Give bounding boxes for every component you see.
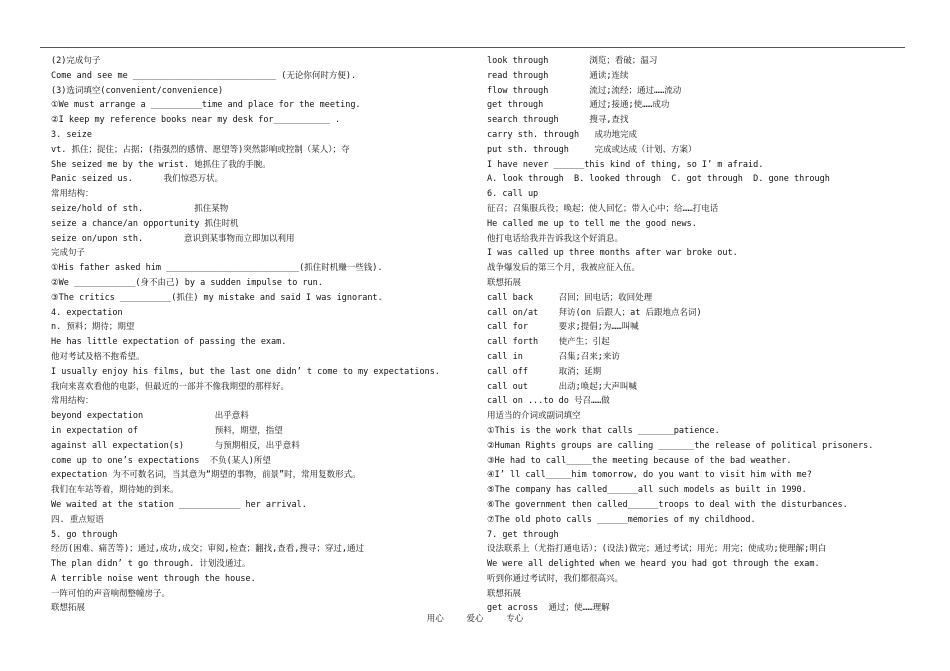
text-line: call on/at 拜访(on 后跟人；at 后跟地点名词) xyxy=(487,307,702,318)
text-line: against all expectation(s) 与预期相反，出乎意料 xyxy=(51,440,300,451)
text-line: ①This is the work that calls _______patience. xyxy=(487,425,720,436)
text-line: ⑤The company has called______all such models as built in 1990. xyxy=(487,485,807,496)
text-line: 设法联系上（尤指打通电话）；(设法)做完；通过考试；用光；用完；使成功;使理解;明白 xyxy=(487,544,827,555)
text-line: He has little expectation of passing the exam. xyxy=(51,337,287,348)
text-line: Come and see me ____________________________ (无论你何时方便). xyxy=(51,70,357,81)
text-line: ④I’ ll call_____him tomorrow, do you want to visit him with me? xyxy=(487,470,812,481)
text-line: ①We must arrange a __________time and place for the meeting. xyxy=(51,100,361,111)
text-line: get across 通过；使……理解 xyxy=(487,603,610,614)
text-line: call back 召回；回电话；收回处理 xyxy=(487,292,653,303)
text-line: 常用结构： xyxy=(51,396,94,407)
text-line: ③He had to call_____the meeting because of the bad weather. xyxy=(487,455,792,466)
right-column xyxy=(487,54,907,616)
text-line: ②We ____________(身不由己) by a sudden impulse to run. xyxy=(51,277,323,288)
text-line: vt. 抓住；捉住；占据；(指强烈的感情、愿望等)突然影响或控制（某人）；夺 xyxy=(51,144,350,155)
text-line: call in 召集;召来;来访 xyxy=(487,351,620,362)
text-line: 6. call up xyxy=(487,189,539,200)
page-footer xyxy=(0,612,950,624)
text-line: ②I keep my reference books near my desk for___________ . xyxy=(51,115,341,126)
text-line: look through 浏览；看破；温习 xyxy=(487,56,658,66)
text-line: 7. get through xyxy=(487,529,559,540)
text-line: ①His father asked him __________________________(抓住时机赚一些钱). xyxy=(51,263,383,274)
text-line: A. look through B. looked through C. got through D. gone through xyxy=(487,174,830,185)
text-line: 5. go through xyxy=(51,529,118,540)
text-line: call off 取消；延期 xyxy=(487,366,602,377)
text-line: I have never ______this kind of thing, so I’ m afraid. xyxy=(487,159,764,170)
text-line: call on ...to do 号召……做 xyxy=(487,396,610,407)
text-line: call out 出动;唤起;大声叫喊 xyxy=(487,381,637,392)
text-line: 经历(困难、痛苦等)；通过,成功,成交；审阅,检查；翻找,查看,搜寻；穿过,通过 xyxy=(51,544,364,555)
text-line: in expectation of 预料，期望，指望 xyxy=(51,425,283,436)
text-line: We were all delighted when we heard you had got through the exam. xyxy=(487,559,820,570)
text-line: 联想拓展 xyxy=(487,588,522,599)
text-line: 我向来喜欢看他的电影，但最近的一部并不像我期望的那样好。 xyxy=(51,381,290,392)
text-line: 3. seize xyxy=(51,129,92,140)
text-line: 完成句子 xyxy=(51,248,86,259)
text-line: beyond expectation 出乎意料 xyxy=(51,411,249,422)
text-line: put sth. through 完成或达成（计划、方案） xyxy=(487,144,697,155)
text-line: get through 通过;接通;使……成功 xyxy=(487,100,670,111)
text-line: Panic seized us. 我们惊恐万状。 xyxy=(51,174,224,185)
text-line: ⑥The government then called______troops to deal with the disturbances. xyxy=(487,499,848,510)
text-line: call for 要求;提倡;为……叫喊 xyxy=(487,322,639,333)
text-line: 一阵可怕的声音响彻整幢房子。 xyxy=(51,588,171,599)
text-line: I was called up three months after war broke out. xyxy=(487,248,738,259)
text-line: 常用结构： xyxy=(51,189,94,200)
top-rule xyxy=(40,47,905,48)
footer-word: 用心 xyxy=(426,614,444,624)
text-line: She seized me by the wrist. 她抓住了我的手腕。 xyxy=(51,159,271,170)
text-line: 四. 重点短语 xyxy=(51,514,104,525)
text-line: seize a chance/an opportunity 抓住时机 xyxy=(51,218,239,229)
text-line: seize on/upon sth. 意识到某事物而立即加以利用 xyxy=(51,233,295,244)
text-line: ③The critics __________(抓住) my mistake and said I was ignorant. xyxy=(51,292,383,303)
text-line: 战争爆发后的第三个月，我被应征入伍。 xyxy=(487,263,641,274)
text-line: He called me up to tell me the good news. xyxy=(487,218,697,229)
text-line: 他对考试及格不抱希望。 xyxy=(51,351,145,362)
text-line: (3)选词填空(convenient/convenience) xyxy=(51,85,224,96)
text-line: search through 搜寻,查找 xyxy=(487,115,629,126)
text-line: 用适当的介词或副词填空 xyxy=(487,411,581,422)
text-line: carry sth. through 成功地完成 xyxy=(487,129,637,140)
text-line: 联想拓展 xyxy=(51,603,86,614)
text-line: expectation 为不可数名词，当其意为“期望的事物，前景”时，常用复数形式。 xyxy=(51,470,361,481)
text-line: 征召；召集服兵役；唤起；使人回忆；带入心中；给……打电话 xyxy=(487,203,719,214)
footer-word: 爱心 xyxy=(466,614,484,624)
text-line: 4. expectation xyxy=(51,307,123,318)
text-line: call forth 使产生；引起 xyxy=(487,337,610,348)
text-line: (2)完成句子 xyxy=(51,56,101,66)
text-line: The plan didn’ t go through. 计划没通过。 xyxy=(51,559,251,570)
text-line: 听到你通过考试时，我们都很高兴。 xyxy=(487,573,624,584)
text-line: come up to one’s expectations 不负(某人)所望 xyxy=(51,455,271,466)
text-line: We waited at the station ____________ her arrival. xyxy=(51,499,307,510)
text-line: ②Human Rights groups are calling _______the release of political prisoners. xyxy=(487,440,874,451)
text-line: 联想拓展 xyxy=(487,277,522,288)
text-line: 他打电话给我并告诉我这个好消息。 xyxy=(487,233,624,244)
text-line: flow through 流过;流经；通过……流动 xyxy=(487,85,682,96)
text-line: A terrible noise went through the house. xyxy=(51,573,256,584)
left-column xyxy=(51,54,456,616)
text-line: 我们在车站等着，期待她的到来。 xyxy=(51,485,179,496)
footer-word: 专心 xyxy=(506,614,524,624)
text-line: n. 预料；期待；期望 xyxy=(51,322,135,333)
text-line: read through 通读;连续 xyxy=(487,70,629,81)
text-line: ⑦The old photo calls ______memories of my childhood. xyxy=(487,514,756,525)
text-line: seize/hold of sth. 抓住某物 xyxy=(51,203,229,214)
text-line: I usually enjoy his films, but the last one didn’ t come to my expectations. xyxy=(51,366,440,377)
